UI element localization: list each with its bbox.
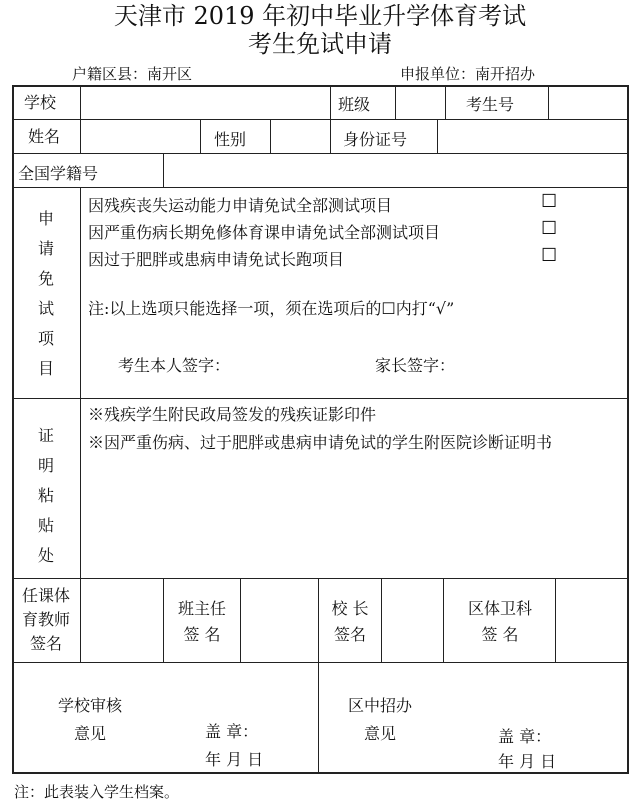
parent-signature-label: 家长签字： (375, 356, 456, 375)
title-line-2: 考生免试申请 (248, 30, 392, 58)
office-review-line: 意见 (363, 724, 396, 743)
school-date-label: 年 月 日 (205, 750, 264, 769)
gender-label: 性别 (214, 130, 247, 149)
district-health-line: 区体卫科 (467, 599, 532, 618)
proof-section-label (36, 421, 56, 571)
apply-char: 项 (37, 329, 54, 348)
office-date-label: 年 月 日 (498, 752, 557, 771)
district-health-label (458, 596, 542, 648)
school-review-label (40, 692, 140, 748)
apply-section-label (36, 204, 56, 384)
national-id-label: 全国学籍号 (18, 164, 99, 183)
pe-teacher-line: 育教师 (21, 610, 70, 629)
office-review-label (330, 692, 430, 748)
id-no-label: 身份证号 (343, 130, 408, 149)
pe-teacher-label (18, 584, 74, 656)
office-review-line: 区中招办 (347, 696, 412, 715)
option-1-checkbox[interactable]: ☐ (541, 191, 558, 212)
exam-no-label: 考生号 (466, 95, 515, 114)
option-3: 因过于肥胖或患病申请免试长跑项目 (88, 250, 345, 269)
school-label: 学校 (24, 93, 57, 112)
school-review-line: 学校审核 (57, 696, 122, 715)
apply-char: 试 (37, 299, 54, 318)
office-seal-label: 盖 章： (498, 727, 552, 746)
apply-char: 目 (37, 359, 54, 378)
apply-char: 免 (37, 269, 54, 288)
class-label: 班级 (338, 95, 371, 114)
selection-note: 注:以上选项只能选择一项，须在选项后的☐内打“√” (88, 299, 455, 318)
apply-char: 请 (37, 239, 54, 258)
name-label: 姓名 (28, 127, 61, 146)
apply-char: 申 (37, 209, 54, 228)
pe-teacher-line: 任课体 (21, 586, 70, 605)
option-3-checkbox[interactable]: ☐ (541, 245, 558, 266)
principal-label (324, 596, 376, 648)
pe-teacher-line: 签名 (29, 634, 62, 653)
option-1: 因残疾丧失运动能力申请免试全部测试项目 (88, 196, 393, 215)
option-2-checkbox[interactable]: ☐ (541, 218, 558, 239)
option-2: 因严重伤病长期免修体育课申请免试全部测试项目 (88, 223, 441, 242)
principal-line: 签名 (333, 625, 366, 644)
proof-char: 证 (37, 426, 54, 445)
head-teacher-line: 班主任 (177, 599, 226, 618)
head-teacher-line: 签 名 (183, 625, 221, 644)
unit-label: 申报单位：南开招办 (400, 65, 536, 83)
proof-char: 处 (37, 546, 54, 565)
school-review-line: 意见 (73, 724, 106, 743)
proof-char: 贴 (37, 516, 54, 535)
student-signature-label: 考生本人签字： (118, 356, 231, 375)
proof-char: 明 (37, 456, 54, 475)
district-label: 户籍区县：南开区 (72, 65, 193, 83)
proof-char: 粘 (37, 486, 54, 505)
head-teacher-label (170, 596, 234, 648)
proof-item-1: ※残疾学生附民政局签发的残疾证影印件 (88, 405, 377, 424)
principal-line: 校 长 (331, 599, 369, 618)
school-seal-label: 盖 章： (205, 722, 259, 741)
footer-note: 注：此表装入学生档案。 (14, 783, 180, 801)
title-line-1: 天津市 2019 年初中毕业升学体育考试 (113, 2, 527, 30)
district-health-line: 签 名 (481, 625, 519, 644)
proof-item-2: ※因严重伤病、过于肥胖或患病申请免试的学生附医院诊断证明书 (88, 433, 553, 452)
